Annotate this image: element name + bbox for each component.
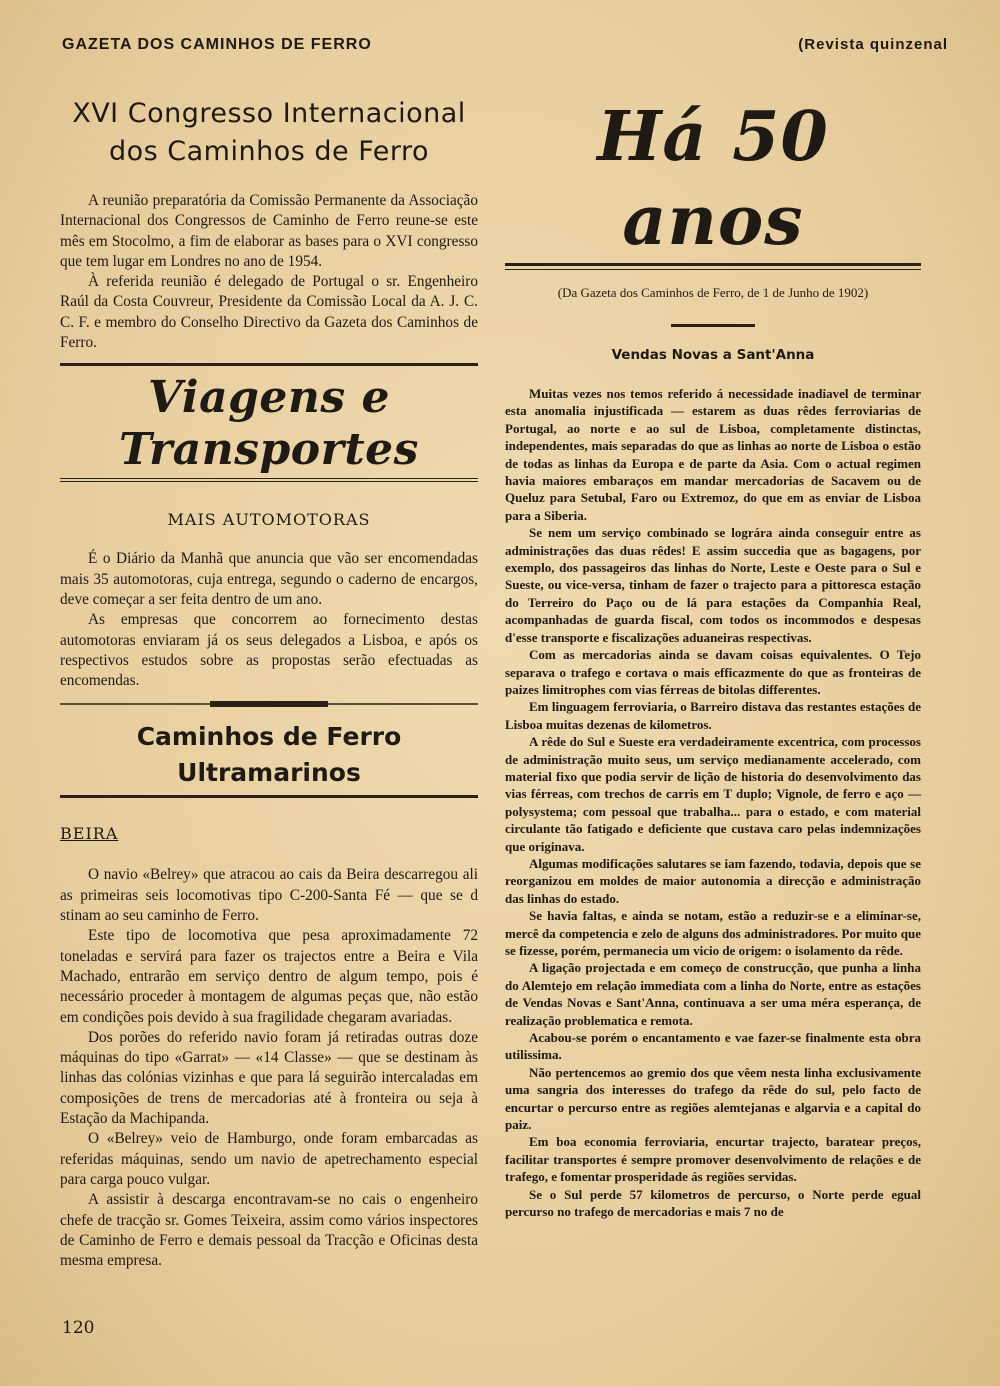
title-underline-2 [505,269,921,270]
article-paragraph: Se o Sul perde 57 kilometros de percurso, o Norte perde egual percurso no trafego de mercadorias e mais 7 no de [505,1186,921,1220]
beira-paragraph: Este tipo de locomotiva que pesa aproximadamente 72 toneladas e servirá para fazer os trajectos entre a Beira e Vila Machado, entrarão em serviço dentro de algum tempo, pois é necessário proceder à montagem de algumas peças que, não estão em condições pois devido à sua fragilidade chegaram avariadas. [60,927,478,1026]
congress-title-line1: XVI Congresso Internacional [72,98,466,129]
short-divider [671,324,755,327]
beira-subhead: BEIRA [60,824,119,844]
article-paragraph: Se nem um serviço combinado se lográra ainda conseguir entre as administrações das duas rêdes! E assim succedia que as bagagens, por exemplo, dos passageiros das linhas do Norte, Leste e Oeste para o Sul e Sueste, ou vice-versa, tinham de fazer o trajecto para a pittoresca estação do Terreiro do Paço ou de lá para estações da Companhia Real, acompanhadas de guarda fiscal, com todos os incommodos e despesas d'esse transporte e fiscalizações aduaneiras respectivas. [505,525,921,645]
congress-paragraph: À referida reunião é delegado de Portugal o sr. Engenheiro Raúl da Costa Couvreur, Presidente da Comissão Local da A. J. C. C. F. e membro do Conselho Directivo da Gazeta dos Caminhos de Ferro. [60,273,478,352]
article-paragraph: Com as mercadorias ainda se davam coisas equivalentes. O Tejo separava o trafego e cortava o mais efficazmente do que as fronteiras de paizes limitrophes com vias férreas de bitolas differentes. [505,647,921,697]
congress-paragraph: A reunião preparatória da Comissão Permanente da Associação Internacional dos Congressos de Caminho de Ferro reune-se este mês em Stocolmo, a fim de elaborar as bases para o XVI congresso que tem lugar em Londres no ano de 1954. [60,192,478,270]
article-paragraph: Acabou-se porém o encantamento e vae fazer-se finalmente esta obra utilissima. [505,1030,921,1063]
ultramarinos-section [60,719,478,1271]
article-paragraph: Não pertencemos ao gremio dos que vêem nesta linha exclusivamente uma sangria dos interesses do trafego da rêde do sul, pelo facto de encurtar o percurso entre as regiões alemtejanas e algarvia e a capital do paiz. [505,1064,921,1133]
viagens-paragraph: As empresas que concorrem ao fornecimento destas automotoras enviaram já os seus delegados a Lisboa, e após os respectivos estudos sobre as propostas serão efectuadas as encomendas. [60,611,478,690]
viagens-title: Viagens e Transportes [119,372,419,476]
viagens-paragraph: É o Diário da Manhã que anuncia que vão ser encomendadas mais 35 automotoras, cuja entrega, segundo o caderno de encargos, deve começar a ser feita dentro de um ano. [60,550,478,608]
running-head-title: GAZETA DOS CAMINHOS DE FERRO [62,36,372,53]
ha-50-anos-title: Há 50 anos [597,97,829,261]
article-paragraph: Em boa economia ferroviaria, encurtar trajecto, baratear preços, facilitar transportes é sempre promover desenvolvimento de relações e de trafego, e fomentar prosperidade ás regiões servidas. [505,1134,921,1185]
left-column [60,95,478,1271]
article-paragraph: Se havia faltas, e ainda se notam, estão a reduzir-se e a eliminar-se, mercê da competencia e zelo de alguns dos administradores. Por muito que se fizesse, porém, permanecia um vicio de origem: o isolamento da rêde. [505,908,921,958]
right-column [505,95,921,1221]
viagens-section [60,372,478,691]
source-line: (Da Gazeta dos Caminhos de Ferro, de 1 de Junho de 1902) [557,285,869,300]
beira-paragraph: A assistir à descarga encontravam-se no cais o engenheiro chefe de tracção sr. Gomes Teixeira, assim como vários inspectores de Caminho de Ferro e demais pessoal da Tracção e Oficinas desta mesma empresa. [60,1191,478,1270]
article-paragraph: Em linguagem ferroviaria, o Barreiro distava das restantes estações de Lisboa muitas dezenas de kilometros. [505,699,921,732]
viagens-title-underline [60,478,478,479]
viagens-title-underline-2 [60,481,478,482]
section-heading: Vendas Novas a Sant'Anna [611,347,815,363]
beira-paragraph: O «Belrey» veio de Hamburgo, onde foram embarcadas as referidas máquinas, sendo um navio de apetrechamento especial para carga pouco vulgar. [60,1130,478,1188]
congress-article [60,95,478,353]
title-underline [505,263,921,266]
article-paragraph: A ligação projectada e em começo de construcção, que punha a linha do Alemtejo em relação immediata com a linha do Norte, entre as estações de Vendas Novas e Sant'Anna, continuava a ser uma méra esperança, de realização problematica e remota. [505,960,921,1028]
congress-title-line2: dos Caminhos de Ferro [108,136,430,167]
ornamental-divider [60,699,478,709]
beira-paragraph: O navio «Belrey» que atracou ao cais da Beira descarregou ali as primeiras seis locomotivas tipo C-200-Santa Fé — que se d stinam ao seu caminho de Ferro. [60,866,478,925]
section-divider [60,363,478,366]
running-head-subtitle: (Revista quinzenal [798,36,948,53]
article-paragraph: Algumas modificações salutares se iam fazendo, todavia, depois que se reorganizou em moldes de maior autonomia a direcção e administração das linhas do estado. [505,855,921,906]
page-number: 120 [62,1318,95,1338]
ultramarinos-title: Caminhos de Ferro Ultramarinos [136,722,402,788]
article-paragraph: Muitas vezes nos temos referido á necessidade inadiavel de terminar esta anomalia injustificada — estarem as duas rêdes ferroviarias de Portugal, ao norte e ao sul de Lisboa, completamente distinctas, independentes, mais separadas do que as linhas ao norte de Lisboa o estão de todas as linhas da Europa e de parte da Asia. Com o actual regimen havia maiores embaraços em mandar mercadorias de Sacavem ou de Queluz para Setubal, Faro ou Extremoz, do que em as enviar de Lisboa para a Siberia. [505,386,921,523]
beira-paragraph: Dos porões do referido navio foram já retiradas outras doze máquinas do tipo «Garrat» — «14 Classe» — que se destinam às linhas das colónias vizinhas e que para lá seguirão intercaladas em composições de trens de mercadorias até à fronteira ou seja à Estação da Machipanda. [60,1028,478,1128]
viagens-subtitle: MAIS AUTOMOTORAS [167,510,371,530]
ultramarinos-underline [60,795,478,798]
article-paragraph: A rêde do Sul e Sueste era verdadeiramente excentrica, com processos de administração muito seus, um serviço medianamente accelerado, com material fixo que podia servir de lição de historia do desenvolvimento das vias férreas, com trechos de carris em T duplo; Vignole, de ferro e aço — polysystema; com pessoal que trabalha... para o estado, e com material circulante tão fatigado e deficiente que custava caro pelas indemnizações que originava. [505,734,921,854]
ornament-icon [60,699,478,709]
